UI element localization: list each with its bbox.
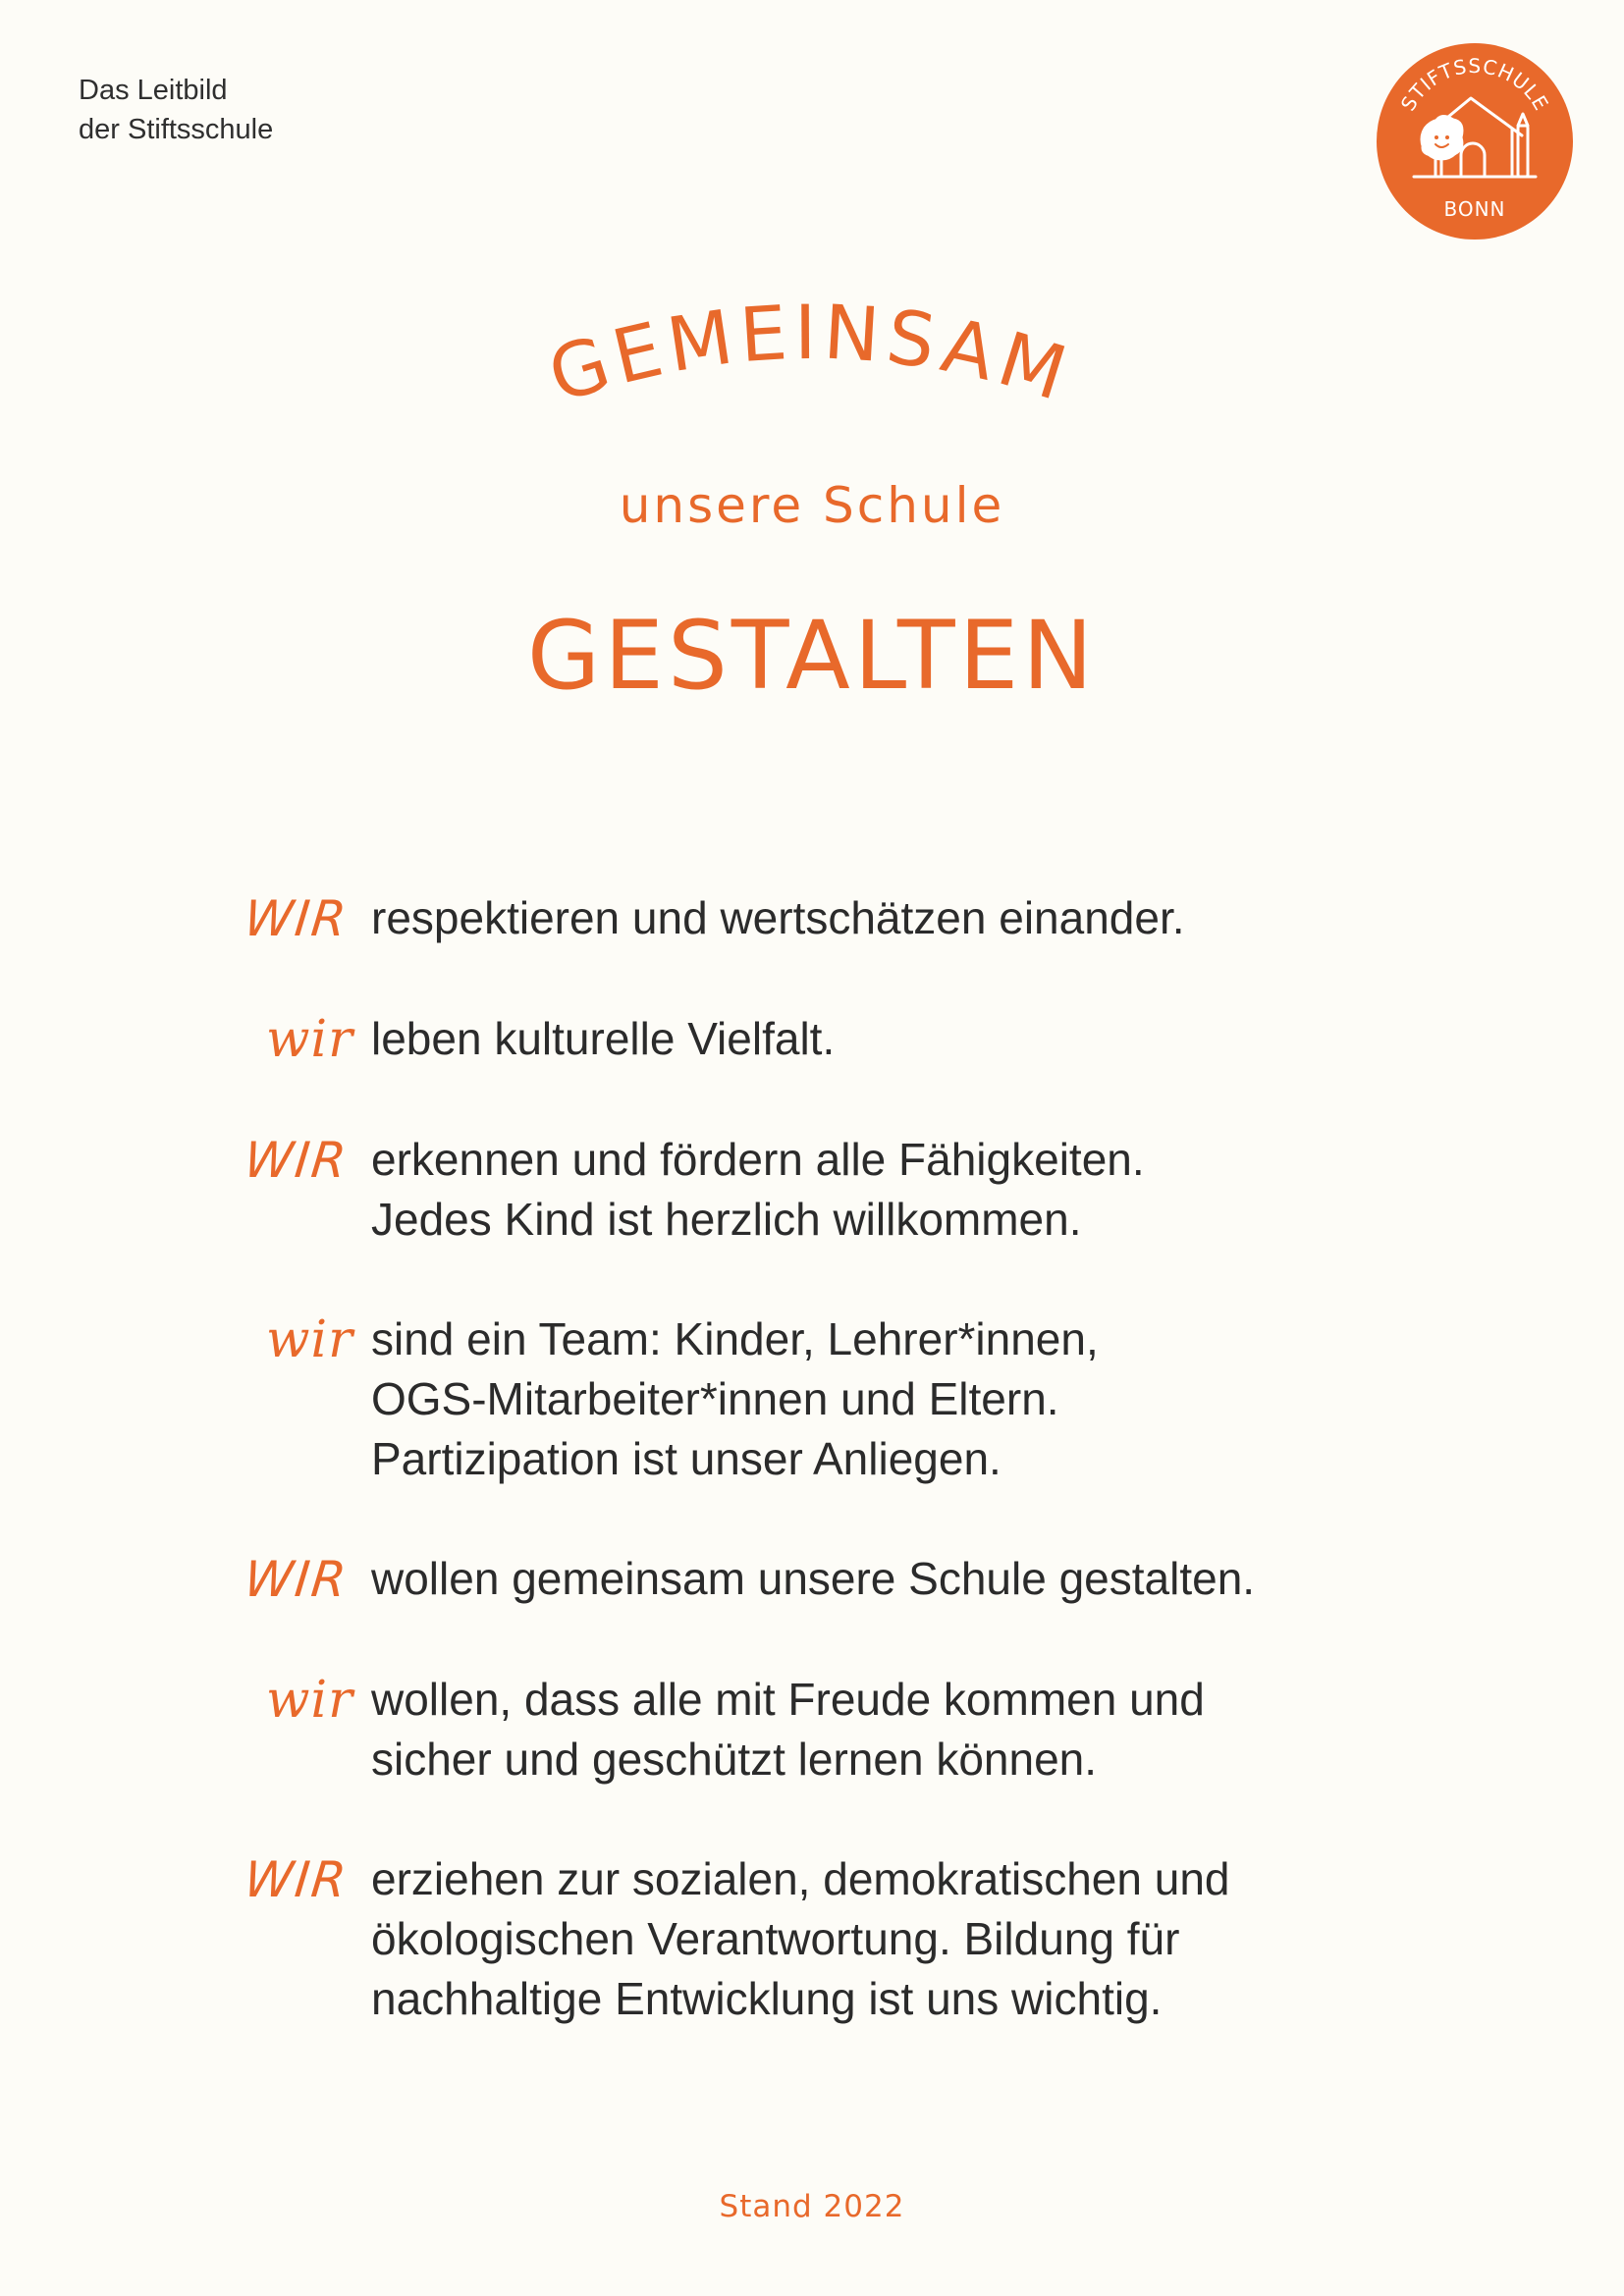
statement-line: wollen gemeinsam unsere Schule gestalten. (371, 1553, 1256, 1604)
statement-line: erziehen zur sozialen, demokratischen und (371, 1853, 1230, 1904)
title-top: GEMEINSAM (538, 288, 1082, 420)
statement-item (206, 1849, 1463, 2029)
statement-item (206, 1309, 1463, 1489)
statement-item (206, 1549, 1463, 1610)
svg-text:GEMEINSAM (539, 288, 1082, 419)
wir-label: wir (266, 1671, 353, 1730)
header-line-2: der Stiftsschule (79, 114, 274, 145)
statement-line: wollen, dass alle mit Freude kommen und (371, 1674, 1205, 1725)
statement-line: sind ein Team: Kinder, Lehrer*innen, (371, 1313, 1099, 1364)
statement-text (371, 1309, 1099, 1489)
wir-label: wir (266, 1010, 353, 1069)
statement-line: sicher und geschützt lernen können. (371, 1734, 1098, 1785)
statement-text (371, 1130, 1145, 1250)
wir-label: WIR (242, 890, 352, 947)
title-bottom: GESTALTEN (526, 601, 1098, 711)
statement-line: erkennen und fördern alle Fähigkeiten. (371, 1134, 1145, 1185)
statement-line: ökologischen Verantwortung. Bildung für (371, 1913, 1180, 1964)
logo-top-text: STIFTSSCHULE (1395, 53, 1554, 116)
wir-label: WIR (242, 1551, 352, 1608)
statement-text (371, 1549, 1255, 1609)
statement-text (371, 1009, 835, 1069)
statement-line: Partizipation ist unser Anliegen. (371, 1433, 1001, 1484)
wir-label: WIR (242, 1132, 352, 1189)
statement-line: respektieren und wertschätzen einander. (371, 892, 1185, 943)
document-header (79, 71, 273, 149)
statement-text (371, 1670, 1205, 1789)
statement-item (206, 1130, 1463, 1250)
footer-date: Stand 2022 (719, 2189, 905, 2224)
statement-line: leben kulturelle Vielfalt. (371, 1013, 836, 1064)
title-arc (442, 285, 1188, 481)
statement-item (206, 888, 1463, 949)
logo-bottom-text: BONN (1443, 197, 1506, 221)
statement-item (206, 1670, 1463, 1789)
statement-text (371, 888, 1185, 948)
title-middle: unsere Schule (619, 477, 1005, 534)
statement-line: OGS-Mitarbeiter*innen und Eltern. (371, 1373, 1059, 1424)
statement-line: nachhaltige Entwicklung ist uns wichtig. (371, 1973, 1163, 2024)
wir-label: wir (266, 1310, 353, 1369)
statement-item (206, 1009, 1463, 1070)
header-line-1: Das Leitbild (79, 75, 228, 106)
statement-line: Jedes Kind ist herzlich willkommen. (371, 1194, 1082, 1245)
school-logo (1375, 41, 1575, 241)
statement-text (371, 1849, 1230, 2029)
statement-list (206, 888, 1463, 2089)
wir-label: WIR (242, 1851, 352, 1908)
